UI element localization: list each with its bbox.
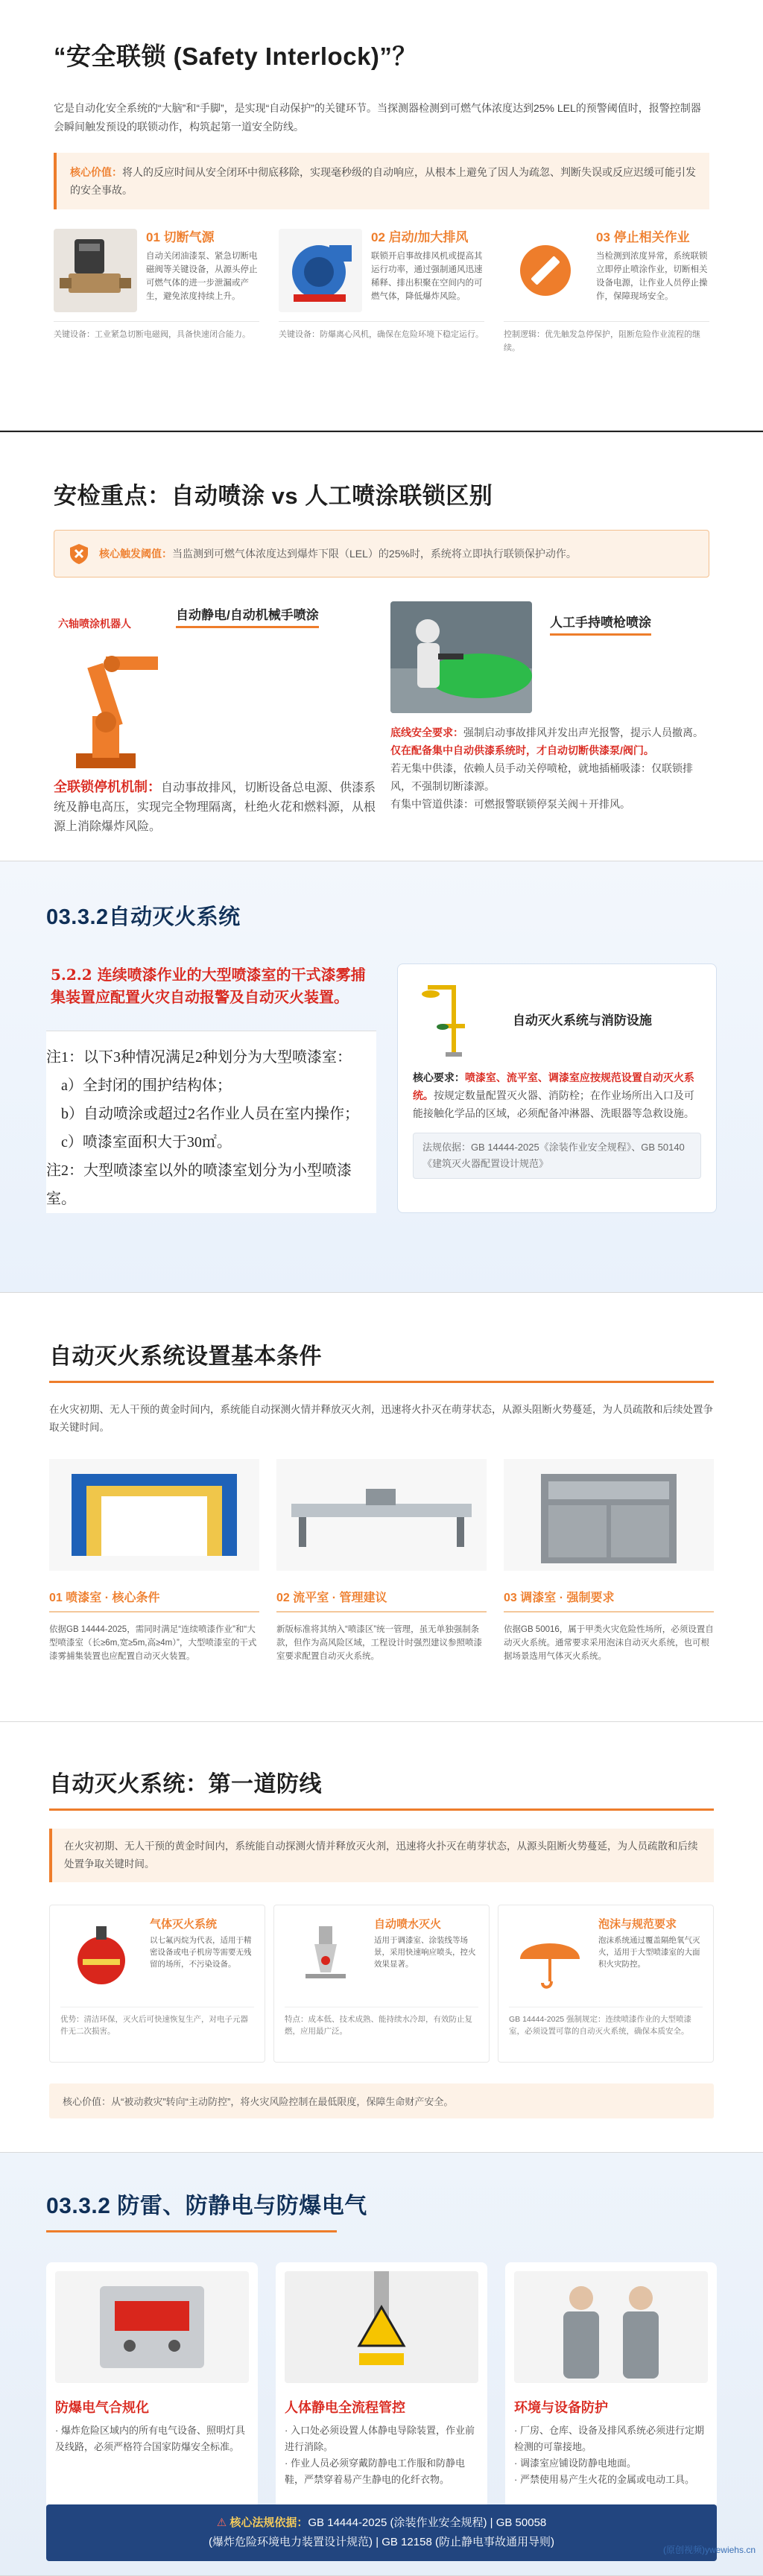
watermark: (原创视频)ywewiehs.cn <box>662 2545 756 2555</box>
note-line: c）喷漆室面积大于30㎡。 <box>61 1134 232 1151</box>
card-text: 按规定数量配置灭火器、消防栓；在作业场所出入口及可能接触化学品的区域，必须配备冲淋器、洗眼器等急救设施。 <box>412 1089 694 1119</box>
stop-sign-icon <box>504 229 587 312</box>
manual-spray-note-2: 有集中管道供漆：可燃报警联锁停泵关阀＋开排风。 <box>390 798 630 810</box>
law-banner-label: 核心法规依据： <box>229 2516 308 2529</box>
system-sprinkler <box>273 1905 490 2063</box>
action-title: 02 启动/加大排风 <box>371 230 469 244</box>
action-title: 03 停止相关作业 <box>596 230 690 244</box>
system-gas <box>49 1905 265 2063</box>
manual-spray-photo <box>390 601 532 713</box>
protection-title: 环境与设备防护 <box>514 2400 608 2415</box>
sprinkler-icon <box>285 1916 367 1998</box>
gas-extinguisher-icon <box>60 1916 142 1998</box>
condition-description: 依据GB 50016，属于甲类火灾危险性场所，必须设置自动灭火系统。通常要求采用泡沫自动灭火系统，也可根据场景选用气体灭火系统。 <box>504 1625 714 1661</box>
slide-fire-conditions <box>0 1293 763 1722</box>
manual-spray-note: 若无集中供漆，依赖人员手动关停喷枪，就地插桶吸漆：仅联锁排风，不强制切断漆源。 <box>390 762 693 792</box>
system-title: 自动喷水灭火 <box>374 1918 442 1931</box>
note-line: 注1：以下3种情况满足2种划分为大型喷漆室： <box>46 1049 352 1066</box>
slide-title: 03.3.2自动灭火系统 <box>46 905 241 929</box>
card-emphasis: 喷漆室、流平室、调漆室应按规范设置自动灭火系统。 <box>412 1072 694 1101</box>
action-title: 01 切断气源 <box>146 230 215 244</box>
slide-auto-fire-system <box>0 861 763 1293</box>
system-note: 特点：成本低、技术成熟、能持续水冷却，有效防止复燃，应用最广泛。 <box>285 2007 478 2037</box>
standard-clause: 5.2.2 连续喷漆作业的大型喷漆室的干式漆雾捕集装置应配置火灾自动报警及自动灭火装置。 <box>51 966 366 1006</box>
slide-title: “安全联锁 (Safety Interlock)”？ <box>54 42 417 70</box>
protection-description: · 入口处必须设置人体静电导除装置，作业前进行消除。 · 作业人员必须穿戴防静电工作服和防静电鞋，严禁穿着易产生静电的化纤衣物。 <box>285 2425 475 2485</box>
law-banner-line-2: (爆炸危险环境电力装置设计规范) | GB 12158 (防止静电事故通用导则) <box>209 2536 554 2548</box>
trigger-text: 当监测到可燃气体浓度达到爆炸下限（LEL）的25%时，系统将立即执行联锁保护动作。 <box>172 548 577 560</box>
note-line: 注2：大型喷漆室以外的喷漆室划分为小型喷漆室。 <box>46 1162 352 1207</box>
condition-description: 依据GB 14444-2025，需同时满足“连续喷漆作业”和“大型喷漆室（长≥6m,宽≥5m,高≥4m）”，大型喷漆室的干式漆雾捕集装置也应配置自动灭火装置。 <box>49 1625 257 1661</box>
law-basis: 法规依据：GB 14444-2025《涂装作业安全规程》、GB 50140《建筑灭火器配置设计规范》 <box>413 1133 701 1179</box>
fire-facilities-card <box>397 963 717 1213</box>
protection-description: · 厂房、仓库、设备及排风系统必须进行定期检测的可靠接地。 · 调漆室应铺设防静电地面。 · 严禁使用易产生火花的金属或电动工具。 <box>514 2425 704 2485</box>
system-note: 优势：清洁环保，灭火后可快速恢复生产，对电子元器件无二次损害。 <box>60 2007 254 2037</box>
warning-shield-icon <box>68 542 90 565</box>
manual-spray-emphasis: 仅在配备集中自动供漆系统时，才自动切断供漆泵/阀门。 <box>390 744 654 756</box>
law-banner <box>46 2504 717 2561</box>
system-description: 泡沫系统通过覆盖隔绝氧气灭火，适用于大型喷漆室的大面积火灾防控。 <box>598 1936 700 1969</box>
action-description: 联锁开启事故排风机或提高其运行功率，通过强制通风迅速稀释、排出积聚在空间内的可燃气体，降低爆炸风险。 <box>371 252 483 301</box>
core-value-label: 核心价值： <box>70 166 122 178</box>
manual-spray-title: 人工手持喷枪喷涂 <box>550 612 651 636</box>
law-banner-line-1: GB 14444-2025 (涂装作业安全规程) | GB 50058 <box>308 2516 547 2529</box>
interlock-actions <box>54 229 709 355</box>
slide-title: 自动灭火系统：第一道防线 <box>49 1772 322 1797</box>
explosion-proof-box-image <box>55 2271 249 2383</box>
slide-first-defense <box>0 1722 763 2153</box>
condition-paint-mixing <box>504 1459 714 1663</box>
standard-excerpt <box>46 963 376 1213</box>
title-underline <box>49 1808 714 1811</box>
system-note: GB 14444-2025 强制规定：连续喷漆作业的大型喷漆室，必须设置可靠的自动灭火系统，确保本质安全。 <box>509 2007 703 2037</box>
auto-spray-body <box>54 777 382 837</box>
intro-paragraph: 它是自动化安全系统的“大脑”和“手脚”，是实现“自动保护”的关键环节。当探测器检测到可燃气体浓度达到25% LEL的预警阈值时，报警控制器会瞬间触发预设的联锁动作，构筑起第一道安全防线。 <box>54 102 701 133</box>
spray-booth-image <box>49 1459 259 1571</box>
condition-title: 03 调漆室 · 强制要求 <box>504 1588 714 1613</box>
conditions <box>49 1459 714 1663</box>
protection-description: · 爆炸危险区域内的所有电气设备、照明灯具及线路，必须严格符合国家防爆安全标准。 <box>55 2425 245 2452</box>
condition-flash-off <box>276 1459 487 1663</box>
card-title: 自动灭火系统与消防设施 <box>512 1013 652 1028</box>
card-body <box>413 1069 701 1122</box>
intro-paragraph: 在火灾初期、无人干预的黄金时间内，系统能自动探测火情并释放灭火剂，迅速将火扑灭在萌芽状态，从源头阻断火势蔓延，为人员疏散和后续处置争取关键时间。 <box>49 1829 714 1882</box>
manual-spray-column <box>390 601 709 840</box>
manual-spray-text: 强制启动事故排风并发出声光报警，提示人员撤离。 <box>463 727 703 738</box>
leveling-room-image <box>276 1459 487 1571</box>
card-label: 核心要求： <box>412 1072 465 1083</box>
workwear-image <box>514 2271 708 2383</box>
slide-title: 03.3.2 防雷、防静电与防爆电气 <box>46 2194 367 2218</box>
system-title: 泡沫与规范要求 <box>598 1918 677 1931</box>
protection-title: 防爆电气合规化 <box>55 2400 149 2415</box>
auto-spray-title: 自动静电/自动机械手喷涂 <box>176 604 319 628</box>
slide-lightning-static <box>0 2153 763 2576</box>
robot-label: 六轴喷涂机器人 <box>58 618 131 630</box>
protection-explosion-proof <box>46 2262 258 2508</box>
action-description: 自动关闭油漆泵、紧急切断电磁阀等关键设备，从源头停止可燃气体的进一步泄漏或产生，避免浓度持续上升。 <box>146 252 258 301</box>
auto-spray-text: 自动事故排风，切断设备总电源、供漆系统及静电高压，实现完全物理隔离，杜绝火花和燃料源，从根源上消除爆炸风险。 <box>54 782 376 833</box>
protection-static <box>276 2262 487 2508</box>
slide-auto-vs-manual <box>0 431 763 861</box>
fire-systems <box>49 1905 714 2063</box>
condition-description: 新版标准将其纳入“喷漆区”统一管理，虽无单独强制条款，但作为高风险区域，工程设计时强烈建议参照喷漆室要求配置自动灭火系统。 <box>276 1625 482 1661</box>
action-note: 控制逻辑：优先触发急停保护，阻断危险作业流程的继续。 <box>504 321 709 355</box>
note-line: b）自动喷涂或超过2名作业人员在室内操作； <box>61 1106 359 1122</box>
action-note: 关键设备：工业紧急切断电磁阀，具备快速闭合能力。 <box>54 321 259 341</box>
slide-safety-interlock <box>0 0 763 431</box>
auto-spray-label: 全联锁停机机制： <box>54 779 161 794</box>
comparison <box>54 601 709 840</box>
solenoid-valve-image <box>54 229 137 312</box>
emergency-shower-image <box>413 978 495 1060</box>
manual-spray-body <box>390 724 709 813</box>
manual-spray-label: 底线安全要求： <box>390 727 463 738</box>
static-discharge-sign-image <box>285 2271 478 2383</box>
system-description: 适用于调漆室、涂装线等场景，采用快速响应喷头，控火效果显著。 <box>374 1936 476 1969</box>
slide-title: 安检重点：自动喷涂 vs 人工喷涂联锁区别 <box>54 483 493 509</box>
title-underline <box>49 1381 714 1383</box>
trigger-label: 核心触发阈值： <box>99 548 172 560</box>
mixing-cabinet-image <box>504 1459 714 1571</box>
system-title: 气体灭火系统 <box>150 1918 218 1931</box>
title-underline <box>46 2230 337 2232</box>
condition-spray-booth <box>49 1459 259 1663</box>
action-exhaust <box>279 229 484 355</box>
centrifugal-fan-image <box>279 229 362 312</box>
protection-environment <box>505 2262 717 2508</box>
action-note: 关键设备：防爆离心风机，确保在危险环境下稳定运行。 <box>279 321 484 341</box>
core-value-callout <box>54 153 709 209</box>
slide-title: 自动灭火系统设置基本条件 <box>49 1344 322 1369</box>
action-stop-work <box>504 229 709 355</box>
system-description: 以七氟丙烷为代表，适用于精密设备或电子机房等需要无残留的场所，不污染设备。 <box>150 1936 252 1969</box>
action-cut-gas <box>54 229 259 355</box>
protection-title: 人体静电全流程管控 <box>285 2400 405 2415</box>
action-description: 当检测到浓度异常，系统联锁立即停止喷涂作业，切断相关设备电源，让作业人员停止操作，保障现场安全。 <box>596 252 708 301</box>
warning-icon: ⚠ <box>216 2516 227 2529</box>
standard-notes <box>46 1031 376 1213</box>
protection-items <box>46 2262 717 2508</box>
condition-title: 01 喷漆室 · 核心条件 <box>49 1588 259 1613</box>
core-value-text: 将人的反应时间从安全闭环中彻底移除，实现毫秒级的自动响应，从根本上避免了因人为疏忽、判断失误或反应迟缓可能引发的安全事故。 <box>70 166 696 196</box>
trigger-threshold-banner <box>54 530 709 577</box>
intro-paragraph: 在火灾初期、无人干预的黄金时间内，系统能自动探测火情并释放灭火剂，迅速将火扑灭在萌芽状态，从源头阻断火势蔓延，为人员疏散和后续处置争取关键时间。 <box>49 1404 713 1433</box>
umbrella-icon <box>509 1916 591 1998</box>
auto-spray-column <box>54 601 376 840</box>
robot-arm-image <box>54 634 165 776</box>
note-line: a）全封闭的围护结构体； <box>61 1077 232 1094</box>
system-foam <box>498 1905 714 2063</box>
condition-title: 02 流平室 · 管理建议 <box>276 1588 487 1613</box>
core-value-bar: 核心价值：从“被动救灾”转向“主动防控”，将火灾风险控制在最低限度，保障生命财产安全。 <box>49 2083 714 2118</box>
